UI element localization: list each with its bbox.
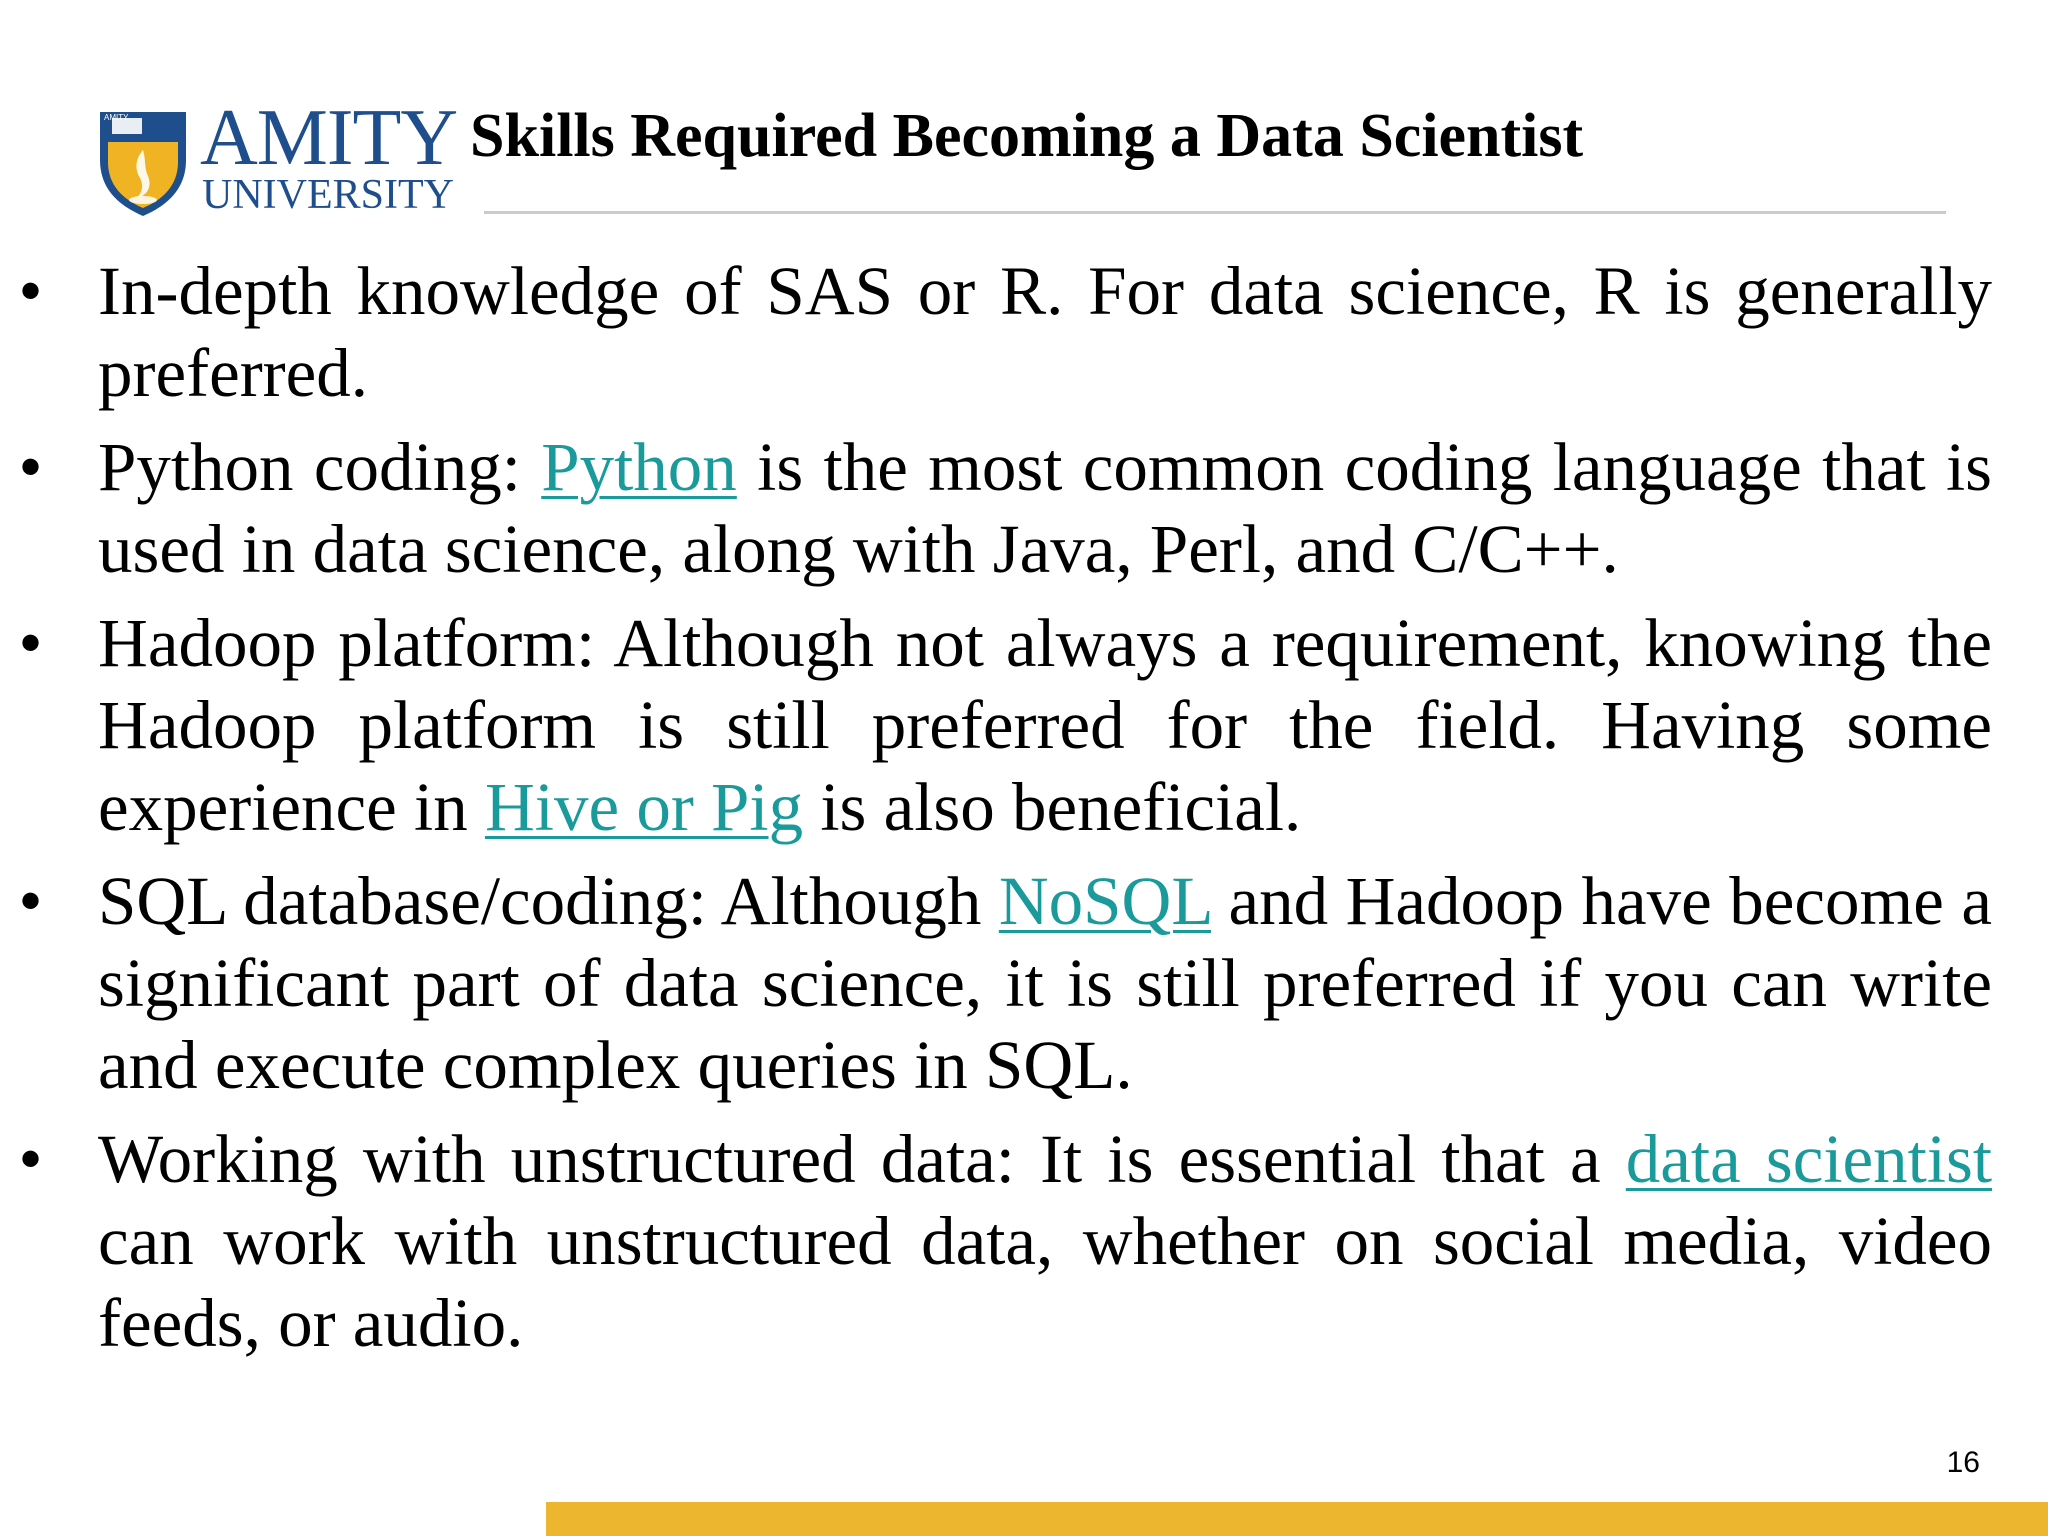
bullet-text-pre: Python coding: xyxy=(98,429,542,505)
bullet-text-post: can work with unstructured data, whether on social media, video feeds, or audio. xyxy=(98,1203,1992,1361)
bullet-text: In-depth knowledge of SAS or R. For data science, R is generally preferred. xyxy=(98,253,1992,411)
amity-university-logo xyxy=(96,94,458,220)
bullet-text-post: and Hadoop have become a significant part of data science, it is still preferred if you can write and execute complex queries in SQL. xyxy=(98,863,1992,1103)
data-scientist-link[interactable]: data scientist xyxy=(1625,1121,1993,1197)
page-number: 16 xyxy=(1946,1446,1980,1479)
bullet-item xyxy=(0,426,2048,590)
bullet-icon: • xyxy=(20,609,42,676)
bullet-item xyxy=(0,860,2048,1106)
nosql-link[interactable]: NoSQL xyxy=(998,863,1211,939)
bullet-item xyxy=(0,250,2048,414)
bullet-text-post: is the most common coding language that is used in data science, along with Java, Perl, and C/C++. xyxy=(98,429,1993,587)
shield-label: AMITY xyxy=(104,113,129,122)
footer-accent-bar xyxy=(546,1502,2048,1536)
bullet-icon: • xyxy=(20,867,42,934)
logo-name: AMITY xyxy=(200,94,458,182)
logo-subtitle: UNIVERSITY xyxy=(202,172,454,218)
bullet-item xyxy=(0,602,2048,848)
bullet-text-pre: Working with unstructured data: It is essential that a xyxy=(98,1121,1626,1197)
bullet-icon: • xyxy=(20,1125,42,1192)
bullet-icon: • xyxy=(20,257,42,324)
bullet-icon: • xyxy=(20,433,42,500)
slide-title: Skills Required Becoming a Data Scientist xyxy=(470,102,1584,170)
shield-icon xyxy=(96,106,190,218)
hive-or-pig-link[interactable]: Hive or Pig xyxy=(484,769,804,845)
bullet-text-pre: SQL database/coding: Although xyxy=(98,863,999,939)
title-divider xyxy=(484,211,1946,214)
bullet-item xyxy=(0,1118,2048,1364)
bullet-list xyxy=(0,250,2048,1376)
python-link[interactable]: Python xyxy=(541,429,737,505)
bullet-text-post: is also beneficial. xyxy=(803,769,1302,845)
bullet-text-pre: Hadoop platform: Although not always a requirement, knowing the Hadoop platform is still preferred for the field. Having some experience in xyxy=(98,605,1992,845)
